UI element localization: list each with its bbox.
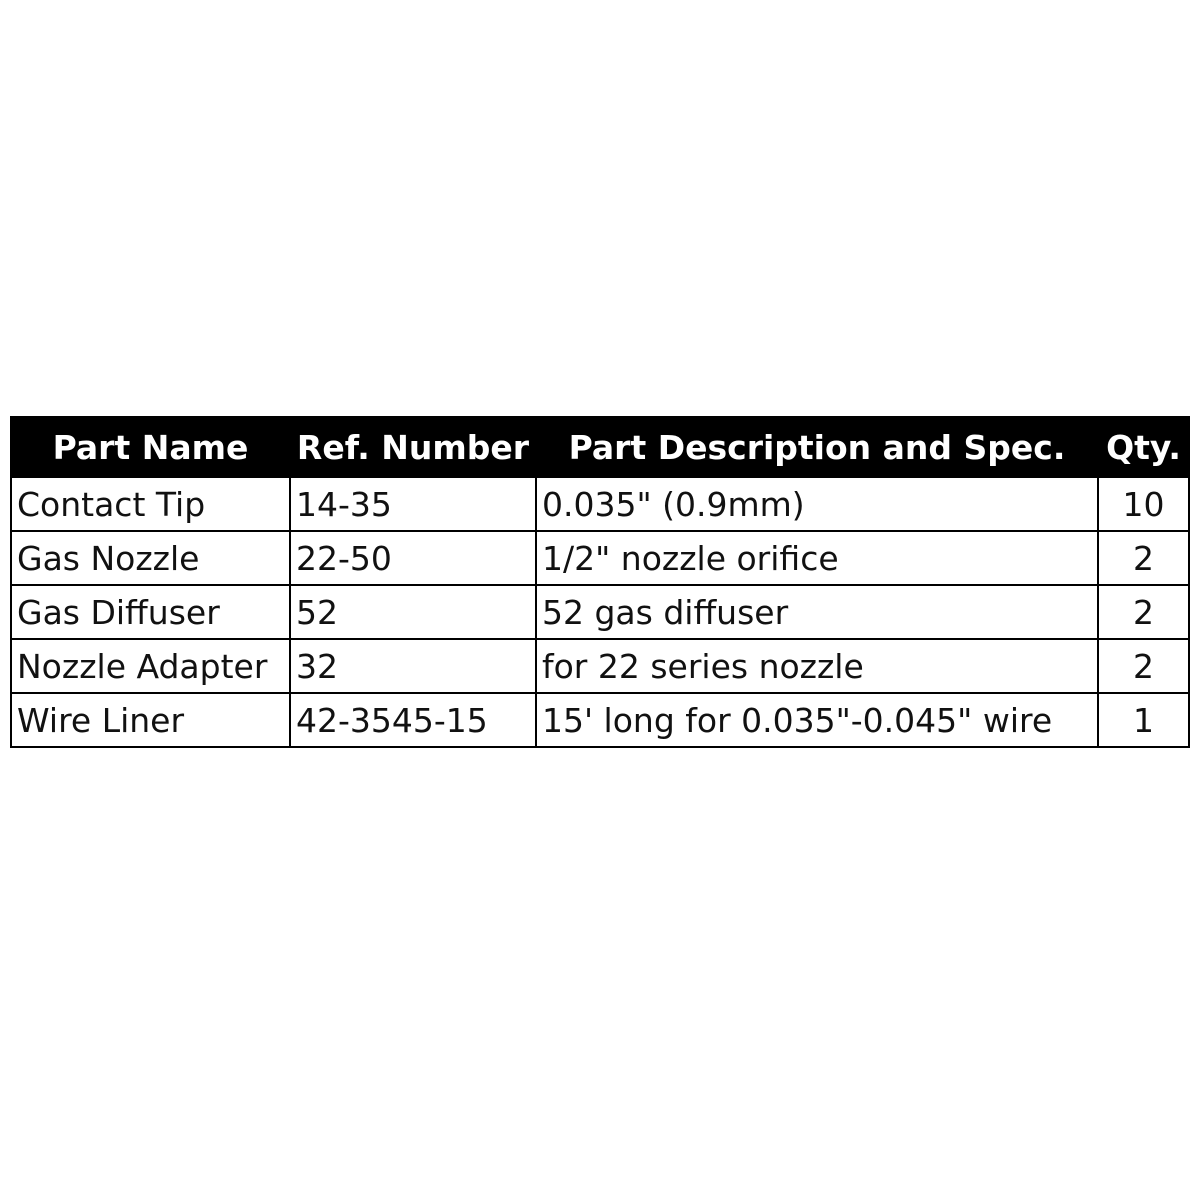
header-row bbox=[11, 417, 1189, 477]
cell-part-name: Wire Liner bbox=[11, 693, 290, 747]
header-part-name: Part Name bbox=[11, 417, 290, 477]
table-row bbox=[11, 531, 1189, 585]
header-qty: Qty. bbox=[1098, 417, 1189, 477]
table-header bbox=[11, 417, 1189, 477]
cell-ref-number: 14-35 bbox=[290, 477, 536, 531]
table-row bbox=[11, 639, 1189, 693]
header-ref-number: Ref. Number bbox=[290, 417, 536, 477]
cell-ref-number: 32 bbox=[290, 639, 536, 693]
cell-part-description: 0.035" (0.9mm) bbox=[536, 477, 1098, 531]
cell-ref-number: 52 bbox=[290, 585, 536, 639]
table-body bbox=[11, 477, 1189, 747]
cell-part-name: Gas Nozzle bbox=[11, 531, 290, 585]
cell-qty: 2 bbox=[1098, 639, 1189, 693]
table-row bbox=[11, 693, 1189, 747]
cell-qty: 10 bbox=[1098, 477, 1189, 531]
cell-part-name: Contact Tip bbox=[11, 477, 290, 531]
header-part-description: Part Description and Spec. bbox=[536, 417, 1098, 477]
cell-part-description: for 22 series nozzle bbox=[536, 639, 1098, 693]
cell-qty: 2 bbox=[1098, 585, 1189, 639]
cell-ref-number: 22-50 bbox=[290, 531, 536, 585]
cell-qty: 1 bbox=[1098, 693, 1189, 747]
cell-part-name: Nozzle Adapter bbox=[11, 639, 290, 693]
cell-part-name: Gas Diffuser bbox=[11, 585, 290, 639]
cell-qty: 2 bbox=[1098, 531, 1189, 585]
cell-ref-number: 42-3545-15 bbox=[290, 693, 536, 747]
cell-part-description: 15' long for 0.035"-0.045" wire bbox=[536, 693, 1098, 747]
parts-table bbox=[10, 416, 1190, 748]
cell-part-description: 52 gas diffuser bbox=[536, 585, 1098, 639]
table-row bbox=[11, 477, 1189, 531]
table-row bbox=[11, 585, 1189, 639]
cell-part-description: 1/2" nozzle orifice bbox=[536, 531, 1098, 585]
